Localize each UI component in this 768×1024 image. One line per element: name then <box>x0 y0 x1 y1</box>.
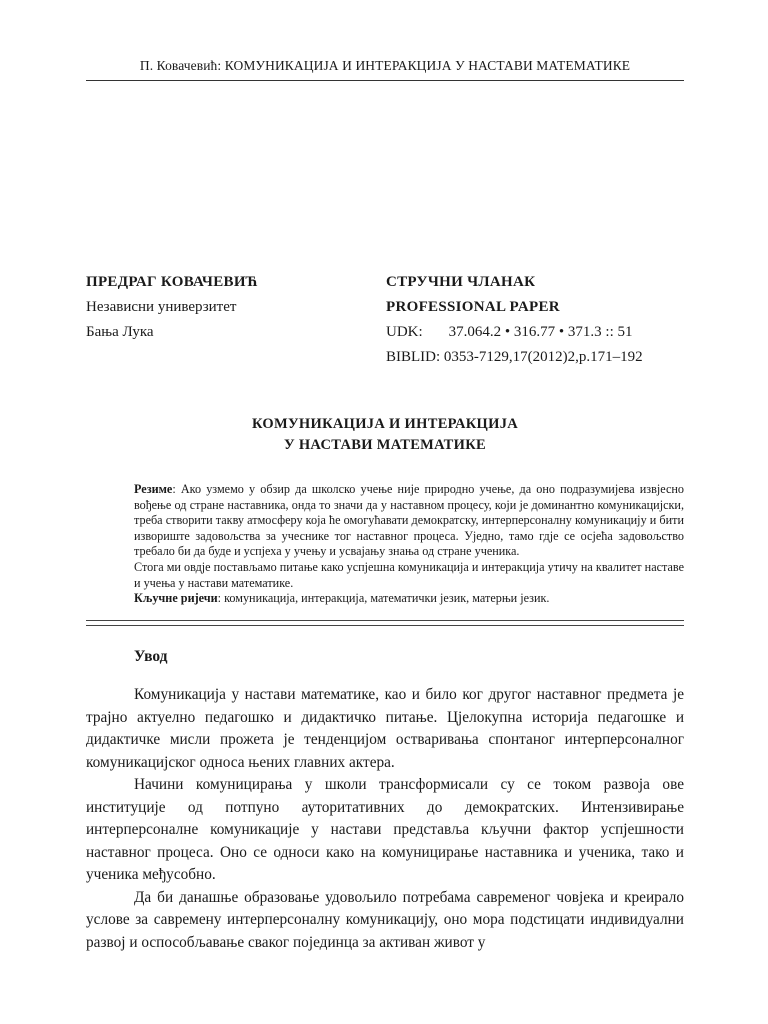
udk-value: 37.064.2 • 316.77 • 371.3 :: 51 <box>448 324 633 340</box>
body-paragraph-2: Начини комуницирања у школи трансформисали су се током развоја ове институције од потпуно ауторитативних до демократских. Интензивирање интерперсоналне комуникације у настави представља кључни фактор успјешности наставног процеса. Оно се односи како на комуницирање наставника и ученика, тако и ученика међусобно. <box>86 776 684 883</box>
udk-label: UDK: <box>386 324 423 340</box>
abstract <box>134 482 684 607</box>
author-block <box>86 270 258 345</box>
body-paragraph-1: Комуникација у настави математике, као и било ког другог наставног предмета је трајно актуелно педагошко и дидактичко питање. Цјелокупна историја педагошке и дидактичке мисли прожета је тенденцијом остваривања спонтаног интерперсоналног комуникацијског односа њених главних актера. <box>86 686 684 771</box>
author-city: Бања Лука <box>86 324 154 340</box>
paper-title <box>86 414 684 456</box>
article-type-en: PROFESSIONAL PAPER <box>386 299 560 315</box>
abstract-paragraph-1 <box>134 482 684 560</box>
keywords-label: Кључне ријечи <box>134 591 218 606</box>
article-type-cyr: СТРУЧНИ ЧЛАНАК <box>386 274 536 290</box>
body-paragraph-3: Да би данашње образовање удовољило потребама савременог човјека и креирало услове за савремену интерперсоналну комуникацију, оно мора подстицати индивидуални развој и оспособљавање сваког појединца за активан живот у <box>86 888 684 951</box>
keywords-text: : комуникација, интеракција, математички језик, матерњи језик. <box>217 591 550 606</box>
biblid-row <box>386 345 643 370</box>
udk-row <box>386 320 643 345</box>
keywords-paragraph <box>134 591 684 607</box>
title-line-2: У НАСТАВИ МАТЕМАТИКЕ <box>283 437 486 453</box>
abstract-text-2: Стога ми овдје постављамо питање како успјешна комуникација и интеракција утичу на квалитет наставе и учења у настави математике. <box>134 559 684 590</box>
abstract-rule-lower <box>86 625 684 626</box>
running-head: П. Ковачевић: КОМУНИКАЦИЈА И ИНТЕРАКЦИЈА У НАСТАВИ МАТЕМАТИКЕ <box>139 58 631 73</box>
biblid-label: BIBLID: <box>386 349 441 365</box>
header-rule <box>86 80 684 81</box>
abstract-rule-upper <box>86 620 684 621</box>
section-heading: Увод <box>134 648 168 665</box>
abstract-text-1: : Ако узмемо у обзир да школско учење није природно учење, да оно подразумијева извјесно вођење од стране наставника, онда то значи да у наставном процесу, који је доминантно комуникацијски, треба створити такву атмосферу која ће омогућавати демократску, интерперсоналну комуникацију и бити извориште задовољства за учеснике тог наставног процеса. Уједно, тамо гдје се осјећа задовољство требало би да буде и успјеха у учењу и усвајању знања од стране ученика. <box>134 482 684 559</box>
article-meta <box>386 270 643 370</box>
author-name: ПРЕДРАГ КОВАЧЕВИЋ <box>86 274 259 290</box>
title-line-1: КОМУНИКАЦИЈА И ИНТЕРАКЦИЈА <box>251 416 519 432</box>
section-body <box>86 684 684 954</box>
author-affiliation: Независни универзитет <box>86 299 237 315</box>
biblid-value: 0353-7129,17(2012)2,p.171–192 <box>443 349 643 365</box>
abstract-label: Резиме <box>134 482 173 496</box>
